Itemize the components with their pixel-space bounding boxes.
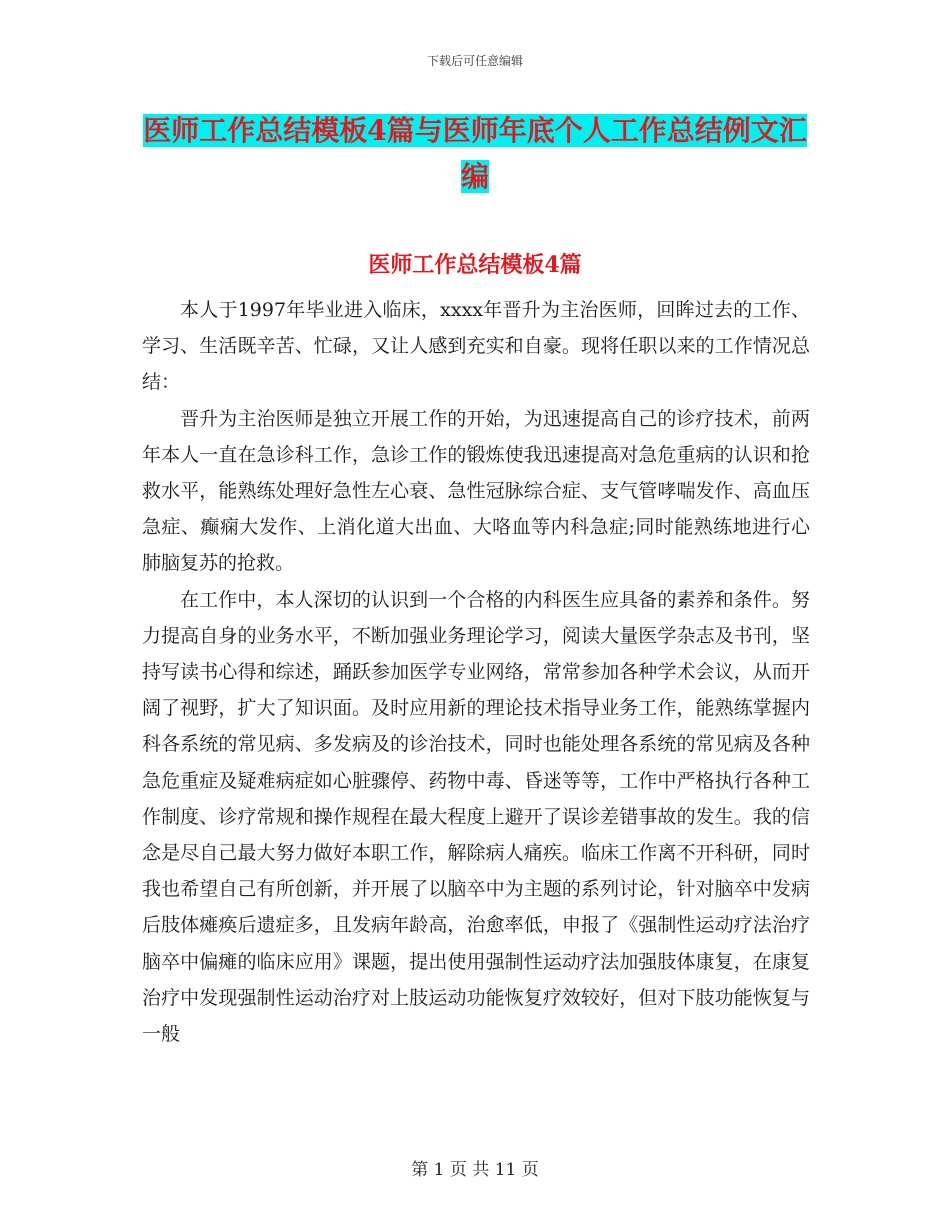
document-title-text: 医师工作总结模板4篇与医师年底个人工作总结例文汇编 <box>143 114 807 193</box>
paragraph: 晋升为主治医师是独立开展工作的开始，为迅速提高自己的诊疗技术，前两年本人一直在急诊科工作，急诊工作的锻炼使我迅速提高对急危重病的认识和抢救水平，能熟练处理好急性左心衰、急性冠脉综合症、支气管哮喘发作、高血压急症、癫痫大发作、上消化道大出血、大咯血等内科急症;同时能熟练地进行心肺脑复苏的抢救。 <box>142 407 810 575</box>
page-header-note: 下载后可任意编辑 <box>426 54 523 68</box>
page-footer: 第 1 页 共 11 页 <box>411 1160 539 1180</box>
paragraph: 在工作中，本人深切的认识到一个合格的内科医生应具备的素养和条件。努力提高自身的业务水平，不断加强业务理论学习，阅读大量医学杂志及书刊，坚持写读书心得和综述，踊跃参加医学专业网络，常常参加各种学术会议，从而开阔了视野，扩大了知识面。及时应用新的理论技术指导业务工作，能熟练掌握内科各系统的常见病、多发病及的诊治技术，同时也能处理各系统的常见病及各种急危重症及疑难病症如心脏骤停、药物中毒、昏迷等等，工作中严格执行各种工作制度、诊疗常规和操作规程在最大程度上避开了误诊差错事故的发生。我的信念是尽自己最大努力做好本职工作，解除病人痛疾。临床工作离不开科研，同时我也希望自己有所创新，并开展了以脑卒中为主题的系列讨论，针对脑卒中发病后肢体瘫痪后遗症多，且发病年龄高，治愈率低，申报了《强制性运动疗法治疗脑卒中偏瘫的临床应用》课题，提出使用强制性运动疗法加强肢体康复，在康复治疗中发现强制性运动治疗对上肢运动功能恢复疗效较好，但对下肢功能恢复与一般 <box>142 588 810 1046</box>
section-heading: 医师工作总结模板4篇 <box>368 252 582 278</box>
paragraph: 本人于1997年毕业进入临床，xxxx年晋升为主治医师，回眸过去的工作、学习、生活既辛苦、忙碌，又让人感到充实和自豪。现将任职以来的工作情况总结： <box>142 299 810 394</box>
body-text <box>142 292 810 1052</box>
document-title <box>140 108 810 200</box>
